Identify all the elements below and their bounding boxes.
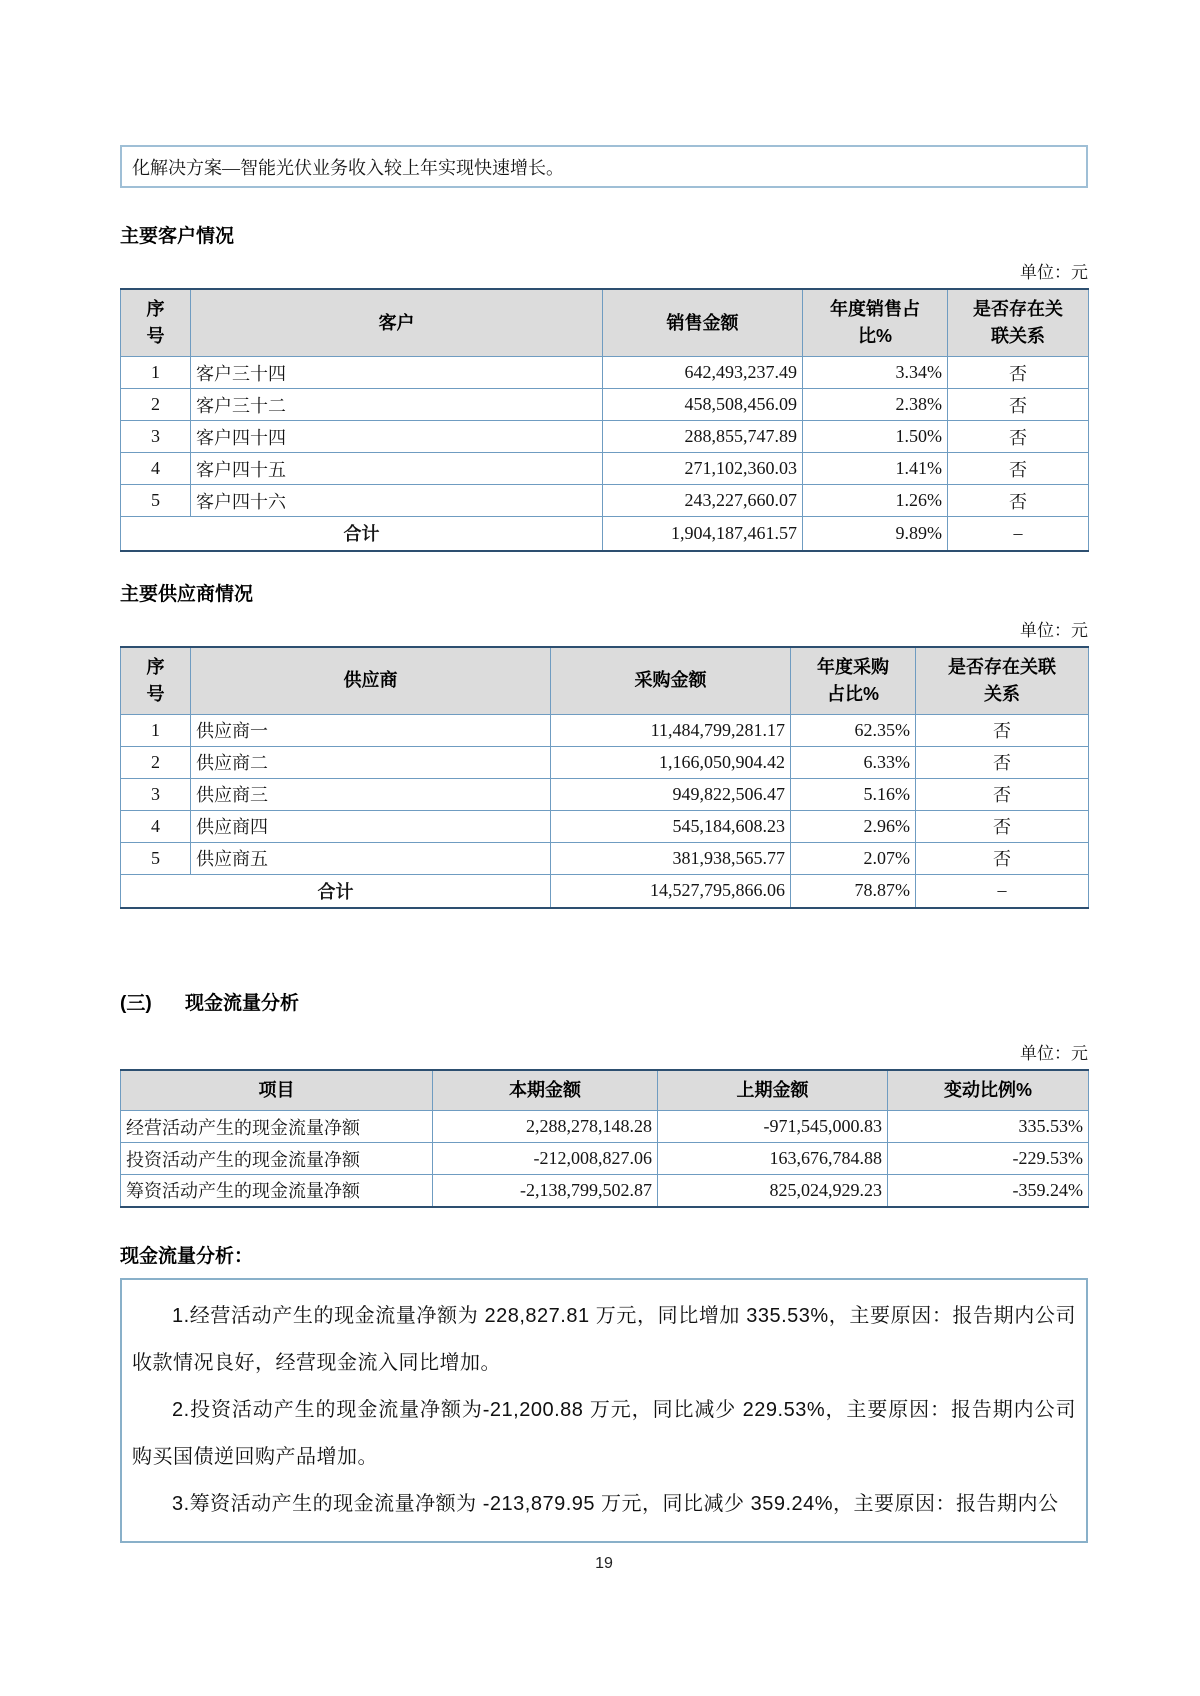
header-row <box>121 289 1089 357</box>
col-header-customer <box>191 289 603 357</box>
table-cell: -2,138,799,502.87 <box>433 1175 658 1207</box>
table-cell: -359.24% <box>888 1175 1089 1207</box>
unit-label: 单位：元 <box>1020 1044 1088 1063</box>
table-cell: -229.53% <box>888 1143 1089 1175</box>
table-cell: 3.34% <box>803 357 948 389</box>
table-cell: 381,938,565.77 <box>551 842 791 874</box>
table-cell: 客户四十五 <box>191 453 603 485</box>
table-cell: 458,508,456.09 <box>603 389 803 421</box>
table-cell: 1 <box>121 714 191 746</box>
col-header-label: 是否存在关联关系 <box>973 299 1063 346</box>
col-header-label: 序号 <box>146 656 165 704</box>
analysis-paragraph-2: 2.投资活动产生的现金流量净额为-21,200.88 万元，同比减少 229.53%，主要原因：报告期内公司购买国债逆回购产品增加。 <box>132 1398 1076 1468</box>
table-cell: 否 <box>948 357 1089 389</box>
table-cell: 62.35% <box>791 714 916 746</box>
col-header-seq <box>121 647 191 715</box>
suppliers-section-title: 主要供应商情况 <box>120 583 254 605</box>
col-header-label: 年度销售占比% <box>830 299 920 346</box>
continuation-note-box <box>120 145 1088 188</box>
table-cell: 投资活动产生的现金流量净额 <box>121 1143 433 1175</box>
table-cell: 4 <box>121 810 191 842</box>
col-header-seq <box>121 289 191 357</box>
table-row <box>121 1143 1089 1175</box>
table-cell: 11,484,799,281.17 <box>551 714 791 746</box>
table-row <box>121 357 1089 389</box>
cashflow-section-heading <box>120 991 1088 1017</box>
col-header-change-ratio: 变动比例% <box>888 1070 1089 1111</box>
analysis-paragraph-1: 1.经营活动产生的现金流量净额为 228,827.81 万元，同比增加 335.53%，主要原因：报告期内公司收款情况良好，经营现金流入同比增加。 <box>132 1304 1076 1374</box>
table-cell: 288,855,747.89 <box>603 421 803 453</box>
table-row <box>121 1111 1089 1143</box>
table-cell: 3 <box>121 421 191 453</box>
customers-table <box>120 288 1089 552</box>
table-row <box>121 714 1089 746</box>
table-cell: 271,102,360.03 <box>603 453 803 485</box>
table-row <box>121 746 1089 778</box>
col-header-purchase-amount <box>551 647 791 715</box>
table-cell: 客户三十四 <box>191 357 603 389</box>
total-ratio-cell: 9.89% <box>803 517 948 551</box>
table-row <box>121 453 1089 485</box>
table-cell: 否 <box>948 453 1089 485</box>
table-cell: 642,493,237.49 <box>603 357 803 389</box>
table-cell: -212,008,827.06 <box>433 1143 658 1175</box>
cashflow-section-title: 现金流量分析 <box>184 993 299 1014</box>
table-cell: 2.07% <box>791 842 916 874</box>
customers-section-title: 主要客户情况 <box>120 226 235 247</box>
col-header-purchase-ratio <box>791 647 916 715</box>
table-cell: 否 <box>916 842 1089 874</box>
unit-label: 单位：元 <box>1020 263 1088 282</box>
col-header-label: 销售金额 <box>666 312 739 333</box>
table-row <box>121 485 1089 517</box>
total-amount-cell: 14,527,795,866.06 <box>551 874 791 908</box>
col-header-related <box>948 289 1089 357</box>
header-row <box>121 1070 1089 1111</box>
total-row <box>121 517 1089 551</box>
suppliers-table <box>120 646 1089 910</box>
col-header-label: 年度采购占比% <box>817 656 889 704</box>
col-header-label: 供应商 <box>343 670 398 690</box>
table-cell: 243,227,660.07 <box>603 485 803 517</box>
col-header-related <box>916 647 1089 715</box>
continuation-note-text: 化解决方案—智能光伏业务收入较上年实现快速增长。 <box>132 157 564 178</box>
table-cell: 否 <box>916 714 1089 746</box>
table-cell: 2,288,278,148.28 <box>433 1111 658 1143</box>
section-number: (三) <box>120 993 152 1014</box>
table-cell: 否 <box>948 389 1089 421</box>
table-row <box>121 389 1089 421</box>
table-cell: 1.41% <box>803 453 948 485</box>
table-cell: 1,166,050,904.42 <box>551 746 791 778</box>
table-cell: 供应商一 <box>191 714 551 746</box>
col-header-supplier <box>191 647 551 715</box>
col-header-sales-ratio <box>803 289 948 357</box>
unit-label: 单位：元 <box>1020 620 1088 640</box>
table-cell: 6.33% <box>791 746 916 778</box>
col-header-label: 客户 <box>378 312 415 333</box>
table-cell: 供应商三 <box>191 778 551 810</box>
analysis-paragraph-3: 3.筹资活动产生的现金流量净额为 -213,879.95 万元，同比减少 359.24%，主要原因：报告期内公 <box>172 1492 1059 1515</box>
table-cell: 否 <box>916 746 1089 778</box>
table-cell: 筹资活动产生的现金流量净额 <box>121 1175 433 1207</box>
total-row <box>121 874 1089 908</box>
table-cell: 5 <box>121 485 191 517</box>
table-cell: 客户四十六 <box>191 485 603 517</box>
table-cell: 经营活动产生的现金流量净额 <box>121 1111 433 1143</box>
cashflow-table <box>120 1069 1089 1208</box>
table-cell: 3 <box>121 778 191 810</box>
total-ratio-cell: 78.87% <box>791 874 916 908</box>
col-header-label: 序号 <box>146 299 165 346</box>
table-cell: 2.38% <box>803 389 948 421</box>
table-cell: 否 <box>948 485 1089 517</box>
table-cell: 163,676,784.88 <box>658 1143 888 1175</box>
table-cell: 335.53% <box>888 1111 1089 1143</box>
col-header-label: 是否存在关联关系 <box>948 656 1056 704</box>
cashflow-analysis-box <box>120 1278 1088 1543</box>
table-cell: 1 <box>121 357 191 389</box>
table-row <box>121 421 1089 453</box>
table-cell: 545,184,608.23 <box>551 810 791 842</box>
col-header-prior-period: 上期金额 <box>658 1070 888 1111</box>
table-cell: 客户三十二 <box>191 389 603 421</box>
table-cell: 2 <box>121 389 191 421</box>
table-cell: 5 <box>121 842 191 874</box>
col-header-sales-amount <box>603 289 803 357</box>
table-cell: 否 <box>916 778 1089 810</box>
table-cell: 否 <box>916 810 1089 842</box>
col-header-label: 采购金额 <box>634 670 707 690</box>
table-cell: 供应商二 <box>191 746 551 778</box>
table-row <box>121 842 1089 874</box>
table-cell: 2.96% <box>791 810 916 842</box>
header-row <box>121 647 1089 715</box>
total-related-cell: – <box>948 517 1089 551</box>
table-row <box>121 1175 1089 1207</box>
table-cell: 2 <box>121 746 191 778</box>
table-cell: 否 <box>948 421 1089 453</box>
total-amount-cell: 1,904,187,461.57 <box>603 517 803 551</box>
table-cell: 5.16% <box>791 778 916 810</box>
table-cell: 949,822,506.47 <box>551 778 791 810</box>
total-related-cell: – <box>916 874 1089 908</box>
table-cell: -971,545,000.83 <box>658 1111 888 1143</box>
table-cell: 1.26% <box>803 485 948 517</box>
table-cell: 825,024,929.23 <box>658 1175 888 1207</box>
table-cell: 供应商四 <box>191 810 551 842</box>
total-label-cell: 合计 <box>121 874 551 908</box>
page-number: 19 <box>595 1554 613 1572</box>
table-row <box>121 778 1089 810</box>
cashflow-analysis-title: 现金流量分析： <box>120 1245 254 1267</box>
table-cell: 客户四十四 <box>191 421 603 453</box>
col-header-current-period: 本期金额 <box>433 1070 658 1111</box>
col-header-item: 项目 <box>121 1070 433 1111</box>
total-label-cell: 合计 <box>121 517 603 551</box>
table-cell: 供应商五 <box>191 842 551 874</box>
table-cell: 4 <box>121 453 191 485</box>
table-cell: 1.50% <box>803 421 948 453</box>
table-row <box>121 810 1089 842</box>
